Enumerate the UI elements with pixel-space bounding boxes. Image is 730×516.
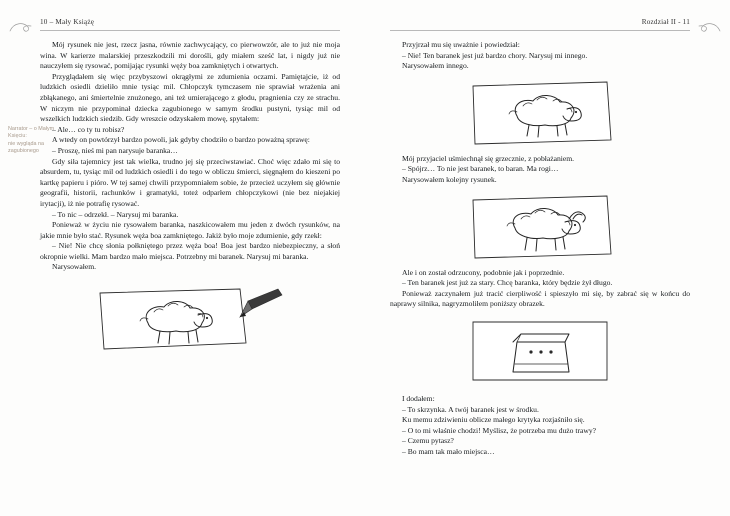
paragraph: – Nie! Ten baranek jest już bardzo chory. Narysuj mi innego. bbox=[402, 50, 588, 60]
paragraph: Mój rysunek nie jest, rzecz jasna, równie zachwycający, co pierwowzór, ale to już nie moja wina. W karierze malarskiej przeszkodzili mi dorośli, gdy miałem sześć lat, i nigdy już nie nauczyłem się rysować, pomijając rysunki węży boa zamkniętych i otwartych. bbox=[40, 40, 340, 71]
flourish-icon-left bbox=[8, 20, 34, 34]
drawing-sick-sheep bbox=[465, 78, 615, 148]
drawing-ram-with-horns bbox=[465, 192, 615, 262]
paragraph: – Spójrz… To nie jest baranek, to baran. Ma rogi… bbox=[402, 164, 559, 174]
paragraph: – Proszę, nieś mi pan narysuje baranka… bbox=[52, 145, 178, 155]
figure-box-with-holes bbox=[390, 316, 690, 388]
left-text-column bbox=[40, 40, 340, 361]
paragraph: Ale i on został odrzucony, podobnie jak i poprzednie. bbox=[402, 267, 565, 277]
margin-annotation-line2: nie wygląda na zagubionego bbox=[8, 140, 44, 155]
paragraph: Przyglądałem się więc przybyszowi okrągłymi ze zdumienia oczami. Pamiętajcie, iż od ludzkich osiedli dzieliło mnie tysiąc mil. Chłopczyk tymczasem nie sprawiał wrażenia ani zbłąkanego, ani śmiertelnie znużonego, ani też umierającego z głodu, pragnienia czy ze strachu. W niczym nie przypominał dziecka zagubionego w samym środku pustyni, tysiąc mil od wszelkich ludzkich siedzib. Gdy wreszcie odzyskałem mowę, spytałem: bbox=[40, 71, 340, 124]
drawing-box-with-holes bbox=[465, 316, 615, 388]
figure-sick-sheep bbox=[390, 78, 690, 148]
paragraph: – To skrzynka. A twój baranek jest w środku. bbox=[402, 404, 539, 414]
paragraph: – Nie! Nie chcę słonia połkniętego przez węża boa! Boa jest bardzo niebezpieczny, a słoń okropnie wielki. Mam bardzo mało miejsca. Potrzebny mi baranek. Narysuj mi baranka. bbox=[40, 241, 340, 261]
paragraph: A wtedy on powtórzył bardzo powoli, jak gdyby chodziło o bardzo poważną sprawę: bbox=[52, 135, 310, 145]
paragraph: – O to mi właśnie chodzi! Myślisz, że potrzeba mu dużo trawy? bbox=[402, 425, 597, 435]
drawing-first-sheep-with-pen bbox=[90, 283, 290, 355]
pen-icon bbox=[240, 289, 282, 317]
paragraph: – Ten baranek jest już za stary. Chcę baranka, który będzie żył długo. bbox=[402, 278, 613, 288]
header-rule-right bbox=[390, 30, 690, 31]
paragraph: – Bo mam tak mało miejsca… bbox=[402, 446, 495, 456]
paragraph: Narysowałem kolejny rysunek. bbox=[402, 174, 497, 184]
running-head-left: 10 – Mały Książę bbox=[40, 18, 95, 26]
paragraph: Ponieważ w życiu nie rysowałem baranka, naszkicowałem mu jeden z dwóch rysunków, na jakie mnie było stać. Rysunek węża boa zamkniętego. Jakiż było moje zdumienie, gdy rzekł: bbox=[40, 220, 340, 240]
paragraph: Przyjrzał mu się uważnie i powiedział: bbox=[402, 40, 520, 49]
paragraph: Mój przyjaciel uśmiechnął się grzecznie, z pobłażaniem. bbox=[402, 153, 575, 163]
figure-first-sheep bbox=[40, 283, 340, 355]
flourish-icon-right bbox=[696, 20, 722, 34]
paragraph: – To nic – odrzekł. – Narysuj mi baranka. bbox=[52, 209, 179, 219]
paragraph: Narysowałem. bbox=[52, 262, 97, 272]
paragraph: I dodałem: bbox=[402, 393, 435, 403]
header-rule-left bbox=[40, 30, 340, 31]
paragraph: – Czemu pytasz? bbox=[402, 436, 454, 446]
paragraph: Ponieważ zaczynałem już tracić cierpliwość i spieszyło mi się, by zabrać się w końcu do naprawy silnika, nagryzmoliłem poniższy obrazek. bbox=[390, 288, 690, 309]
running-head-right: Rozdział II - 11 bbox=[641, 18, 690, 26]
figure-ram-with-horns bbox=[390, 192, 690, 262]
paragraph: Narysowałem innego. bbox=[402, 61, 469, 71]
paragraph: Ku memu zdziwieniu oblicze małego krytyka rozjaśniło się. bbox=[402, 415, 585, 425]
right-text-column bbox=[390, 40, 690, 458]
paragraph: – Ale… co ty tu robisz? bbox=[52, 124, 125, 134]
margin-annotation-line1: Narrator – o Małym Księciu: bbox=[8, 126, 55, 140]
paragraph: Gdy siła tajemnicy jest tak wielka, trudno jej się przeciwstawiać. Choć więc zdało mi się to absurdem, tu, tysiąc mil od ludzkich osiedli i do tego w obliczu śmierci, sięgnąłem do kieszeni po kartkę papieru i pióro. W tej samej chwili przypomniałem sobie, że przecież uczyłem się głównie geografii, historii, rachunków i gramatyki, toteż odparłem chłopczykowi (nie bez niejakiej irytacji), iż nie potrafię rysować. bbox=[40, 156, 340, 208]
